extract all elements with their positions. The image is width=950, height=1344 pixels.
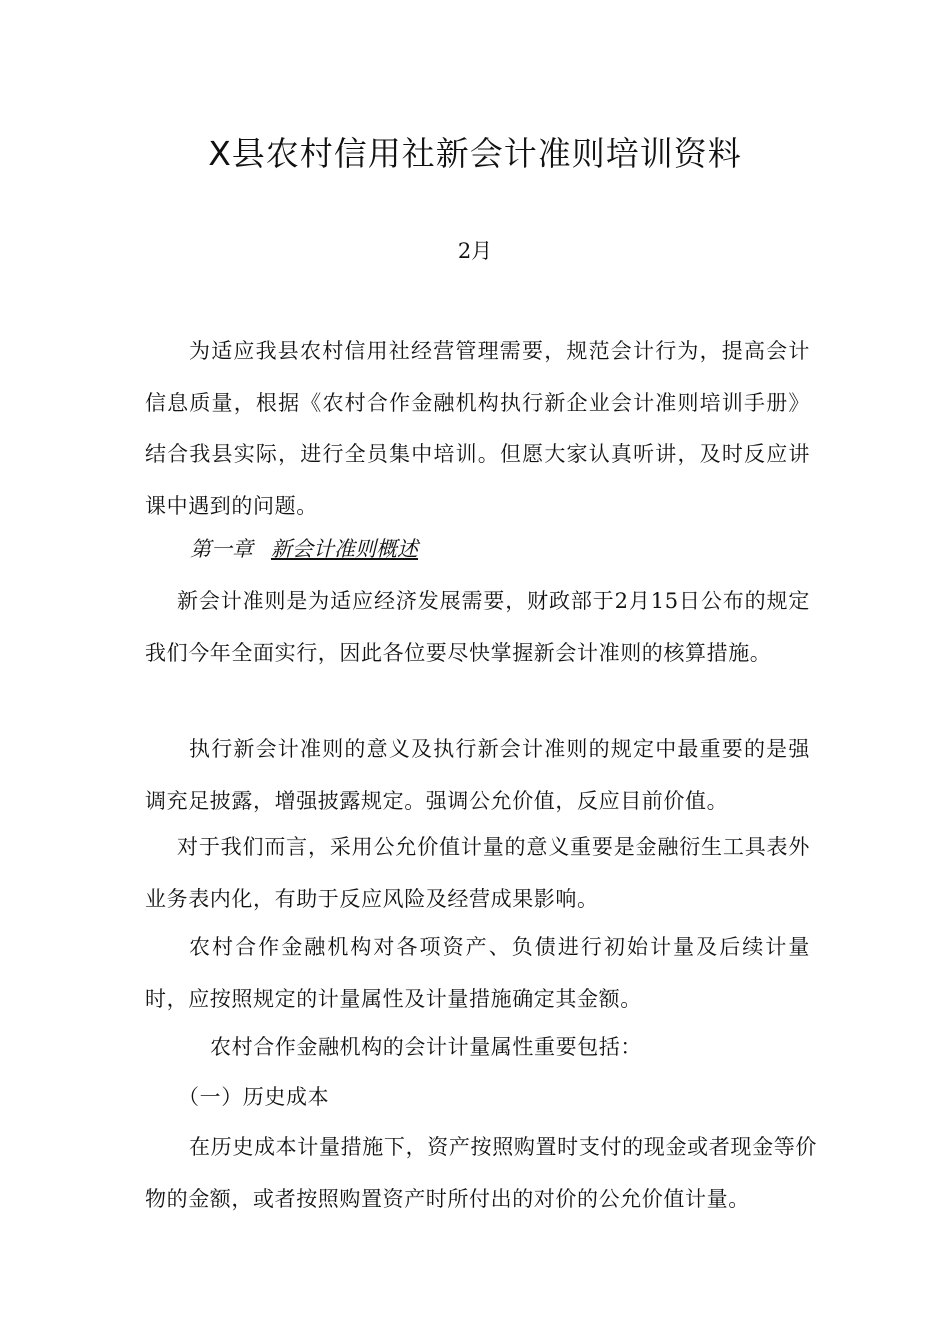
body-paragraph-4: 农村合作金融机构对各项资产、负债进行初始计量及后续计量时，应按照规定的计量属性及计量措施确定其金额。 xyxy=(145,935,810,1011)
intro-paragraph: 为适应我县农村信用社经营管理需要，规范会计行为，提高会计信息质量，根据《农村合作金融机构执行新企业会计准则培训手册》结合我县实际，进行全员集中培训。但愿大家认真听讲，及时反应讲课中遇到的问题。 xyxy=(145,339,810,518)
document-title: X县农村信用社新会计准则培训资料 xyxy=(208,134,742,173)
body-paragraph-2: 执行新会计准则的意义及执行新会计准则的规定中最重要的是强调充足披露，增强披露规定。强调公允价值，反应目前价值。 xyxy=(145,737,810,813)
section-1-heading: （一）历史成本 xyxy=(178,1085,330,1109)
chapter-name: 新会计准则概述 xyxy=(271,537,418,561)
attributes-heading: 农村合作金融机构的会计计量属性重要包括： xyxy=(210,1035,642,1059)
document-date: 2月 xyxy=(457,239,493,263)
body-paragraph-3: 对于我们而言，采用公允价值计量的意义重要是金融衍生工具表外业务表内化，有助于反应风险及经营成果影响。 xyxy=(145,835,810,911)
body-paragraph-1: 新会计准则是为适应经济发展需要，财政部于2月15日公布的规定我们今年全面实行，因此各位要尽快掌握新会计准则的核算措施。 xyxy=(145,589,810,665)
chapter-heading xyxy=(190,524,418,576)
chapter-label: 第一章 xyxy=(190,537,253,561)
section-1-body: 在历史成本计量措施下，资产按照购置时支付的现金或者现金等价物的金额，或者按照购置资产时所付出的对价的公允价值计量。 xyxy=(145,1135,817,1211)
